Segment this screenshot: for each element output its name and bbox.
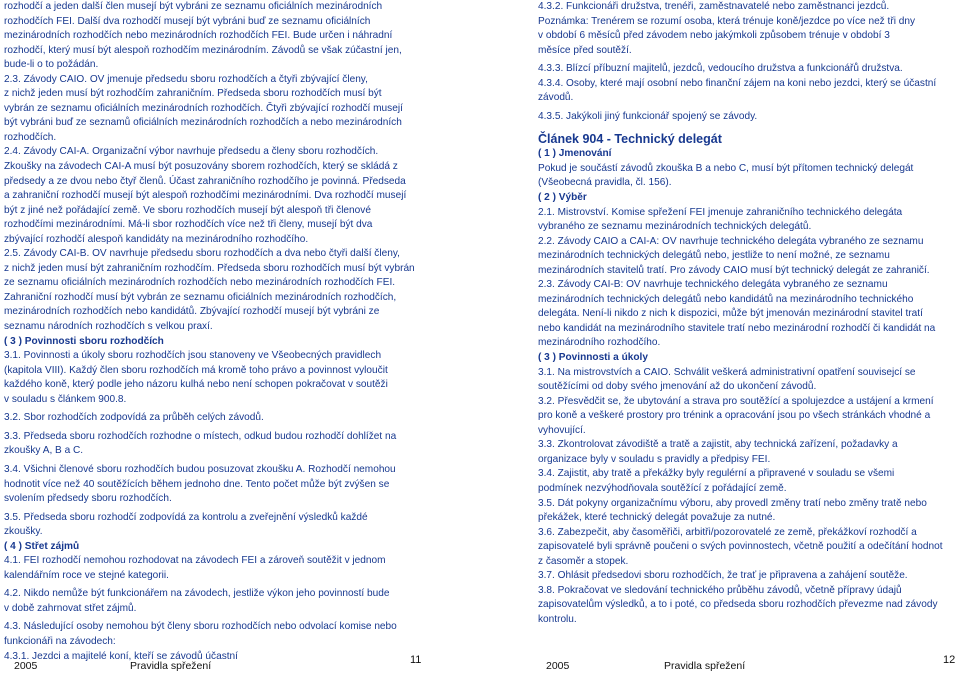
- text-line: svolením předsedy sboru rozhodčích.: [4, 493, 172, 505]
- section-heading: ( 1 ) Jmenování: [538, 148, 612, 160]
- text-line: 3.6. Zabezpečit, aby časoměřiči, arbitři/pozorovatelé ze země, překážkoví rozhodčí a: [538, 526, 917, 538]
- text-line: delegáta. Není-li nikdo z nich k dispozici, může být jmenován mezinárodní stavitel tratí: [538, 308, 923, 320]
- text-line: (Všeobecná pravidla, čl. 156).: [538, 177, 672, 189]
- text-line: 2.3. Závody CAI-B: OV navrhuje technického delegáta vybraného ze seznamu: [538, 279, 888, 291]
- text-line: soutěžícími od doby svého jmenování až do ukončení závodů.: [538, 381, 817, 393]
- text-line: 3.7. Ohlásit předsedovi sboru rozhodčích, že trať je připravena a zahájení soutěže.: [538, 570, 908, 582]
- text-line: být vybráni buď ze seznamů oficiálních mezinárodních rozhodčích a nebo mezinárodních: [4, 117, 402, 129]
- text-line: 4.1. FEI rozhodčí nemohou rozhodovat na závodech FEI a zároveň soutěžit v jednom: [4, 555, 386, 567]
- text-line: 3.5. Předseda sboru rozhodčí zodpovídá za kontrolu a zveřejnění výsledků každé: [4, 511, 368, 523]
- section-heading: ( 2 ) Výběr: [538, 192, 587, 204]
- text-line: 4.3.5. Jakýkoli jiný funkcionář spojený se závody.: [538, 110, 758, 122]
- text-line: 3.8. Pokračovat ve sledování technického průběhu závodů, včetně přípravy údajů: [538, 584, 902, 596]
- text-line: kontrolu.: [538, 613, 577, 625]
- text-line: mezinárodních rozhodčích nebo kandidátů. Zbývající rozhodčí musejí být vybráni ze: [4, 306, 380, 318]
- text-line: z nichž jeden musí být zahraničním rozhodčím. Předseda sboru rozhodčích musí být vybrán: [4, 262, 415, 274]
- text-line: 3.3. Zkontrolovat závodiště a tratě a zajistit, aby technická zařízení, požadavky a: [538, 439, 898, 451]
- text-line: Zkoušky na závodech CAI-A musí být posuzovány sborem rozhodčích, který se skládá z: [4, 161, 398, 173]
- text-line: v období 6 měsíců před závodem nebo jakýmkoli způsobem trénuje v období 3: [538, 30, 890, 42]
- text-line: Zahraniční rozhodčí musí být vybrán ze seznamu oficiálních mezinárodních rozhodčích,: [4, 291, 397, 303]
- text-line: vybraného ze seznamu mezinárodních technických delegátů.: [538, 221, 812, 233]
- text-line: 3.2. Přesvědčit se, že ubytování a strava pro soutěžící a spolujezdce a ustájení a krmení: [538, 395, 934, 407]
- text-line: každého koně, který podle jeho názoru kulhá nebo není schopen pokračovat v soutěži: [4, 379, 388, 391]
- text-line: zapisovatelům výsledků, a to i poté, co předseda sboru rozhodčích převezme nad závody: [538, 599, 938, 611]
- text-line: 4.2. Nikdo nemůže být funkcionářem na závodech, jestliže výkon jeho povinností bude: [4, 588, 390, 600]
- text-line: zkoušky A, B a C.: [4, 445, 84, 457]
- text-line: hodnotit více než 40 soutěžících během jednoho dne. Tento počet může být zvýšen se: [4, 478, 390, 490]
- text-line: mezinárodních rozhodčích nebo mezinárodních rozhodčích FEI. Bude určen i náhradní: [4, 30, 393, 42]
- text-line: rozhodčí a jeden další člen musejí být vybráni ze seznamu oficiálních mezinárodních: [4, 1, 383, 12]
- text-line: mezinárodních stavitelů tratí. Pro závody CAIO musí být technický delegát ze zahraničí.: [538, 264, 930, 276]
- text-line: zkoušky.: [4, 526, 43, 538]
- text-line: být z jiné než pořádající země. Ve sboru rozhodčích musejí být alespoň tři členové: [4, 204, 371, 216]
- text-line: mezinárodního rozhodčího.: [538, 337, 661, 349]
- right-footer-title: Pravidla spřežení: [664, 660, 746, 672]
- right-page: [480, 0, 960, 676]
- text-line: vyhovující.: [538, 424, 586, 436]
- text-line: Pokud je součástí závodů zkouška B a nebo C, musí být přítomen technický delegát: [538, 162, 914, 174]
- text-line: měsíce před soutěží.: [538, 44, 632, 56]
- text-line: organizace byly v souladu s pravidly a předpisy FEI.: [538, 453, 771, 465]
- text-line: rozhodčí, který musí být alespoň rozhodčím mezinárodním. Závodů se však zúčastní jen,: [4, 44, 402, 56]
- left-page-number: 11: [410, 654, 422, 666]
- right-footer-year: 2005: [546, 660, 570, 672]
- text-line: 3.1. Na mistrovstvích a CAIO. Schválit veškerá administrativní opatření souvisejcí se: [538, 366, 916, 378]
- text-line: 3.5. Dát pokyny organizačnímu výboru, aby provedl změny tratí nebo změny tratě nebo: [538, 497, 927, 509]
- text-line: 2.3. Závody CAIO. OV jmenuje předsedu sboru rozhodčích a čtyři zbývající členy,: [4, 73, 368, 85]
- text-line: 4.3.3. Blízcí příbuzní majitelů, jezdců, vedoucího družstva a funkcionářů družstva.: [538, 63, 903, 75]
- left-page: [0, 0, 470, 676]
- text-line: 4.3.4. Osoby, které mají osobní nebo finanční zájem na koni nebo jezdci, který se účastní: [538, 77, 937, 89]
- left-footer-year: 2005: [14, 660, 38, 672]
- text-line: 3.2. Sbor rozhodčích zodpovídá za průběh celých závodů.: [4, 412, 264, 424]
- text-line: 4.3.1. Jezdci a majitelé koní, kteří se závodů účastní: [4, 650, 238, 662]
- right-text-column: [538, 0, 944, 627]
- text-line: 3.3. Předseda sboru rozhodčích rozhodne o místech, odkud budou rozhodčí dohlížet na: [4, 430, 397, 442]
- text-line: a zahraniční rozhodčí musejí být alespoň rozhodčími mezinárodními. Dva rozhodčí musejí: [4, 190, 407, 202]
- text-line: z nichž jeden musí být rozhodčím zahraničním. Předseda sboru rozhodčích musí být: [4, 88, 382, 100]
- text-line: závodů.: [538, 92, 574, 104]
- left-text-column: [4, 0, 422, 664]
- text-line: zbývající rozhodčí alespoň kandidáty na mezinárodního rozhodčího.: [4, 233, 309, 245]
- text-line: 2.2. Závody CAIO a CAI-A: OV navrhuje technického delegáta vybraného ze seznamu: [538, 235, 924, 247]
- text-line: kalendářním roce ve stejné kategorii.: [4, 569, 169, 581]
- right-page-number: 12: [943, 654, 956, 666]
- text-line: z časoměr a stopek.: [538, 555, 629, 567]
- text-line: podmínek nezvýhodňovala soutěžící z pořádající země.: [538, 482, 787, 494]
- text-line: v době zahrnovat střet zájmů.: [4, 602, 137, 614]
- text-line: 3.4. Zajistit, aby tratě a překážky byly regulérní a připravené v souladu se všemi: [538, 468, 895, 480]
- text-line: mezinárodních technických delegátů nebo kandidátů na mezinárodního technického: [538, 293, 914, 305]
- article-heading: Článek 904 - Technický delegát: [538, 132, 722, 147]
- text-line: funkcionáři na závodech:: [4, 635, 116, 647]
- text-line: Poznámka: Trenérem se rozumí osoba, která trénuje koně/jezdce po více než tři dny: [538, 15, 916, 27]
- section-heading: ( 3 ) Povinnosti sboru rozhodčích: [4, 335, 164, 347]
- text-line: 4.3. Následující osoby nemohou být členy sboru rozhodčích nebo odvolací komise nebo: [4, 621, 397, 633]
- text-line: mezinárodních technických delegátů nebo, jestliže to není možné, ze seznamu: [538, 250, 890, 262]
- text-line: 2.4. Závody CAI-A. Organizační výbor navrhuje předsedu a členy sboru rozhodčích.: [4, 146, 379, 158]
- text-line: 3.4. Všichni členové sboru rozhodčích budou posuzovat zkoušku A. Rozhodčí nemohou: [4, 463, 396, 475]
- text-line: seznamu národních rozhodčích s velkou praxí.: [4, 321, 213, 333]
- text-line: 2.5. Závody CAI-B. OV navrhuje předsedu sboru rozhodčích a dva nebo čtyři další členy,: [4, 248, 400, 260]
- text-line: rozhodčích FEI. Další dva rozhodčí musejí být vybráni buď ze seznamu oficiálních: [4, 15, 371, 27]
- left-footer-title: Pravidla spřežení: [130, 660, 212, 672]
- section-heading: ( 4 ) Střet zájmů: [4, 540, 80, 552]
- text-line: ze seznamu oficiálních mezinárodních rozhodčích nebo mezinárodních rozhodčích FEI.: [4, 277, 396, 289]
- text-line: v souladu s článkem 900.8.: [4, 393, 127, 405]
- text-line: zapisovatelé byli správně poučeni o svých povinnostech, včetně použití a odečítání hodnot: [538, 541, 943, 553]
- text-line: vybrán ze seznamu oficiálních mezinárodních rozhodčích. Čtyři zbývající rozhodčí musejí: [4, 102, 403, 114]
- text-line: (kapitola VIII). Každý člen sboru rozhodčích má kromě toho právo a povinnost vyloučit: [4, 364, 388, 376]
- text-line: 3.1. Povinnosti a úkoly sboru rozhodčích jsou stanoveny ve Všeobecných pravidlech: [4, 350, 382, 362]
- text-line: překážek, které technický delegát považuje za nutné.: [538, 512, 776, 524]
- text-line: předsedy a ze dvou nebo čtyř členů. Účast zahraničního rozhodčího je povinná. Předseda: [4, 175, 406, 187]
- text-line: bude-li o to požádán.: [4, 59, 99, 71]
- text-line: rozhodčích.: [4, 131, 57, 143]
- text-line: 2.1. Mistrovství. Komise spřežení FEI jmenuje zahraničního technického delegáta: [538, 206, 903, 218]
- text-line: pro koně a veškeré prostory pro trénink a opracování jsou po všech stránkách vhodné a: [538, 410, 931, 422]
- section-heading: ( 3 ) Povinnosti a úkoly: [538, 352, 648, 364]
- text-line: 4.3.2. Funkcionáři družstva, trenéři, zaměstnavatelé nebo zaměstnanci jezdců.: [538, 1, 890, 12]
- text-line: nebo kandidát na mezinárodního stavitele tratí nebo mezinárodní rozhodčí či kandidát na: [538, 322, 936, 334]
- text-line: rozhodčími mezinárodními. Má-li sbor rozhodčích více než tři členy, musejí být dva: [4, 219, 373, 231]
